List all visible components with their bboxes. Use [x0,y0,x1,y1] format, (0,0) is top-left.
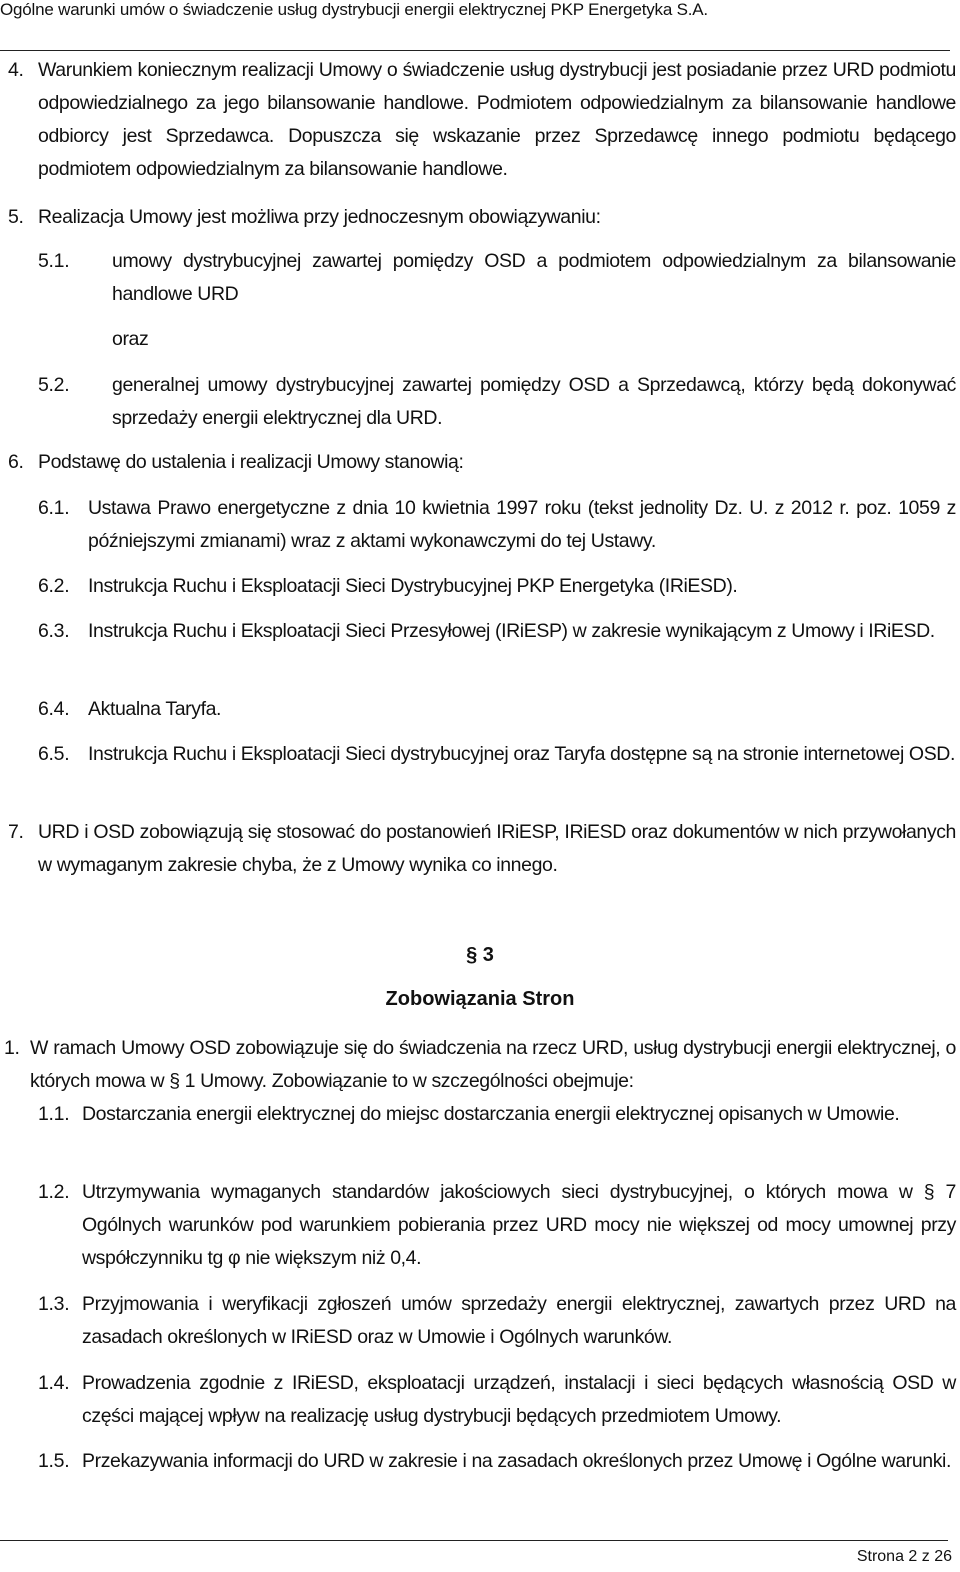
item-text: URD i OSD zobowiązują się stosować do postanowień IRiESP, IRiESD oraz dokumentów w nich przywołanych w wymaganym zakresie chyba, że z Umowy wynika co innego. [38,821,956,876]
section-title: Zobowiązania Stron [385,988,575,1010]
item-number: 1.3. [38,1293,70,1315]
section-symbol: § 3 [466,944,494,966]
item-text: Instrukcja Ruchu i Eksploatacji Sieci Dystrybucyjnej PKP Energetyka (IRiESD). [88,575,738,597]
item-text: Warunkiem koniecznym realizacji Umowy o świadczenie usług dystrybucji jest posiadanie przez URD podmiotu odpowiedzialnego za jego bilansowanie handlowe. Podmiotem odpowiedzialnym za bilansowanie handlowe odbiorcy jest Sprzedawca. Dopuszcza się wskazanie przez Sprzedawcę innego podmiotu będącego podmiotem odpowiedzialnym za bilansowanie handlowe. [38,59,956,180]
item-number: 5. [8,206,24,228]
item-text: Realizacja Umowy jest możliwa przy jednoczesnym obowiązywaniu: [38,206,601,228]
item-number: 6.1. [38,497,70,519]
item-text: W ramach Umowy OSD zobowiązuje się do świadczenia na rzecz URD, usług dystrybucji energii elektrycznej, o których mowa w § 1 Umowy. Zobowiązanie to w szczególności obejmuje: [30,1037,956,1092]
item-number: 6.2. [38,575,70,597]
item-number: 6. [8,451,24,473]
item-text: Utrzymywania wymaganych standardów jakościowych sieci dystrybucyjnej, o których mowa w § 7 Ogólnych warunków pod warunkiem pobierania przez URD mocy nie większej od mocy umownej przy współczynniku tg φ nie większym niż 0,4. [82,1181,956,1269]
item-text: Przyjmowania i weryfikacji zgłoszeń umów sprzedaży energii elektrycznej, zawartych przez URD na zasadach określonych w IRiESD oraz w Umowie i Ogólnych warunków. [82,1293,956,1348]
item-number: 1.1. [38,1103,70,1125]
page-number: Strona 2 z 26 [856,1548,952,1565]
item-number: 1. [4,1037,20,1059]
item-text: Podstawę do ustalenia i realizacji Umowy stanowią: [38,451,464,473]
item-number: 4. [8,59,24,81]
footer-rule [0,1540,948,1541]
header-rule [0,50,950,51]
item-text: Instrukcja Ruchu i Eksploatacji Sieci dystrybucyjnej oraz Taryfa dostępne są na stronie internetowej OSD. [88,743,955,765]
item-number: 5.1. [38,250,70,272]
item-number: 7. [8,821,24,843]
item-text: Ustawa Prawo energetyczne z dnia 10 kwietnia 1997 roku (tekst jednolity Dz. U. z 2012 r. poz. 1059 z późniejszymi zmianami) wraz z aktami wykonawczymi do tej Ustawy. [88,497,956,552]
item-number: 6.3. [38,620,70,642]
item-number: 1.2. [38,1181,70,1203]
item-number: 6.5. [38,743,70,765]
item-text: Dostarczania energii elektrycznej do miejsc dostarczania energii elektrycznej opisanych w Umowie. [82,1103,900,1125]
item-text: umowy dystrybucyjnej zawartej pomiędzy OSD a podmiotem odpowiedzialnym za bilansowanie handlowe URD [112,250,956,305]
item-text: Przekazywania informacji do URD w zakresie i na zasadach określonych przez Umowę i Ogólne warunki. [82,1450,952,1472]
item-number: 6.4. [38,698,70,720]
item-number: 1.4. [38,1372,70,1394]
item-number: 1.5. [38,1450,70,1472]
item-text: generalnej umowy dystrybucyjnej zawartej pomiędzy OSD a Sprzedawcą, którzy będą dokonywać sprzedaży energii elektrycznej dla URD. [112,374,956,429]
item-text: Aktualna Taryfa. [88,698,222,720]
item-number: 5.2. [38,374,70,396]
item-text: Instrukcja Ruchu i Eksploatacji Sieci Przesyłowej (IRiESP) w zakresie wynikającym z Umowy i IRiESD. [88,620,935,642]
item-text: oraz [112,328,149,350]
item-text: Prowadzenia zgodnie z IRiESD, eksploatacji urządzeń, instalacji i sieci będących własnością OSD w części mającej wpływ na realizację usług dystrybucji będących przedmiotem Umowy. [82,1372,956,1427]
running-header: Ogólne warunki umów o świadczenie usług dystrybucji energii elektrycznej PKP Energetyka S.A. [0,0,708,19]
